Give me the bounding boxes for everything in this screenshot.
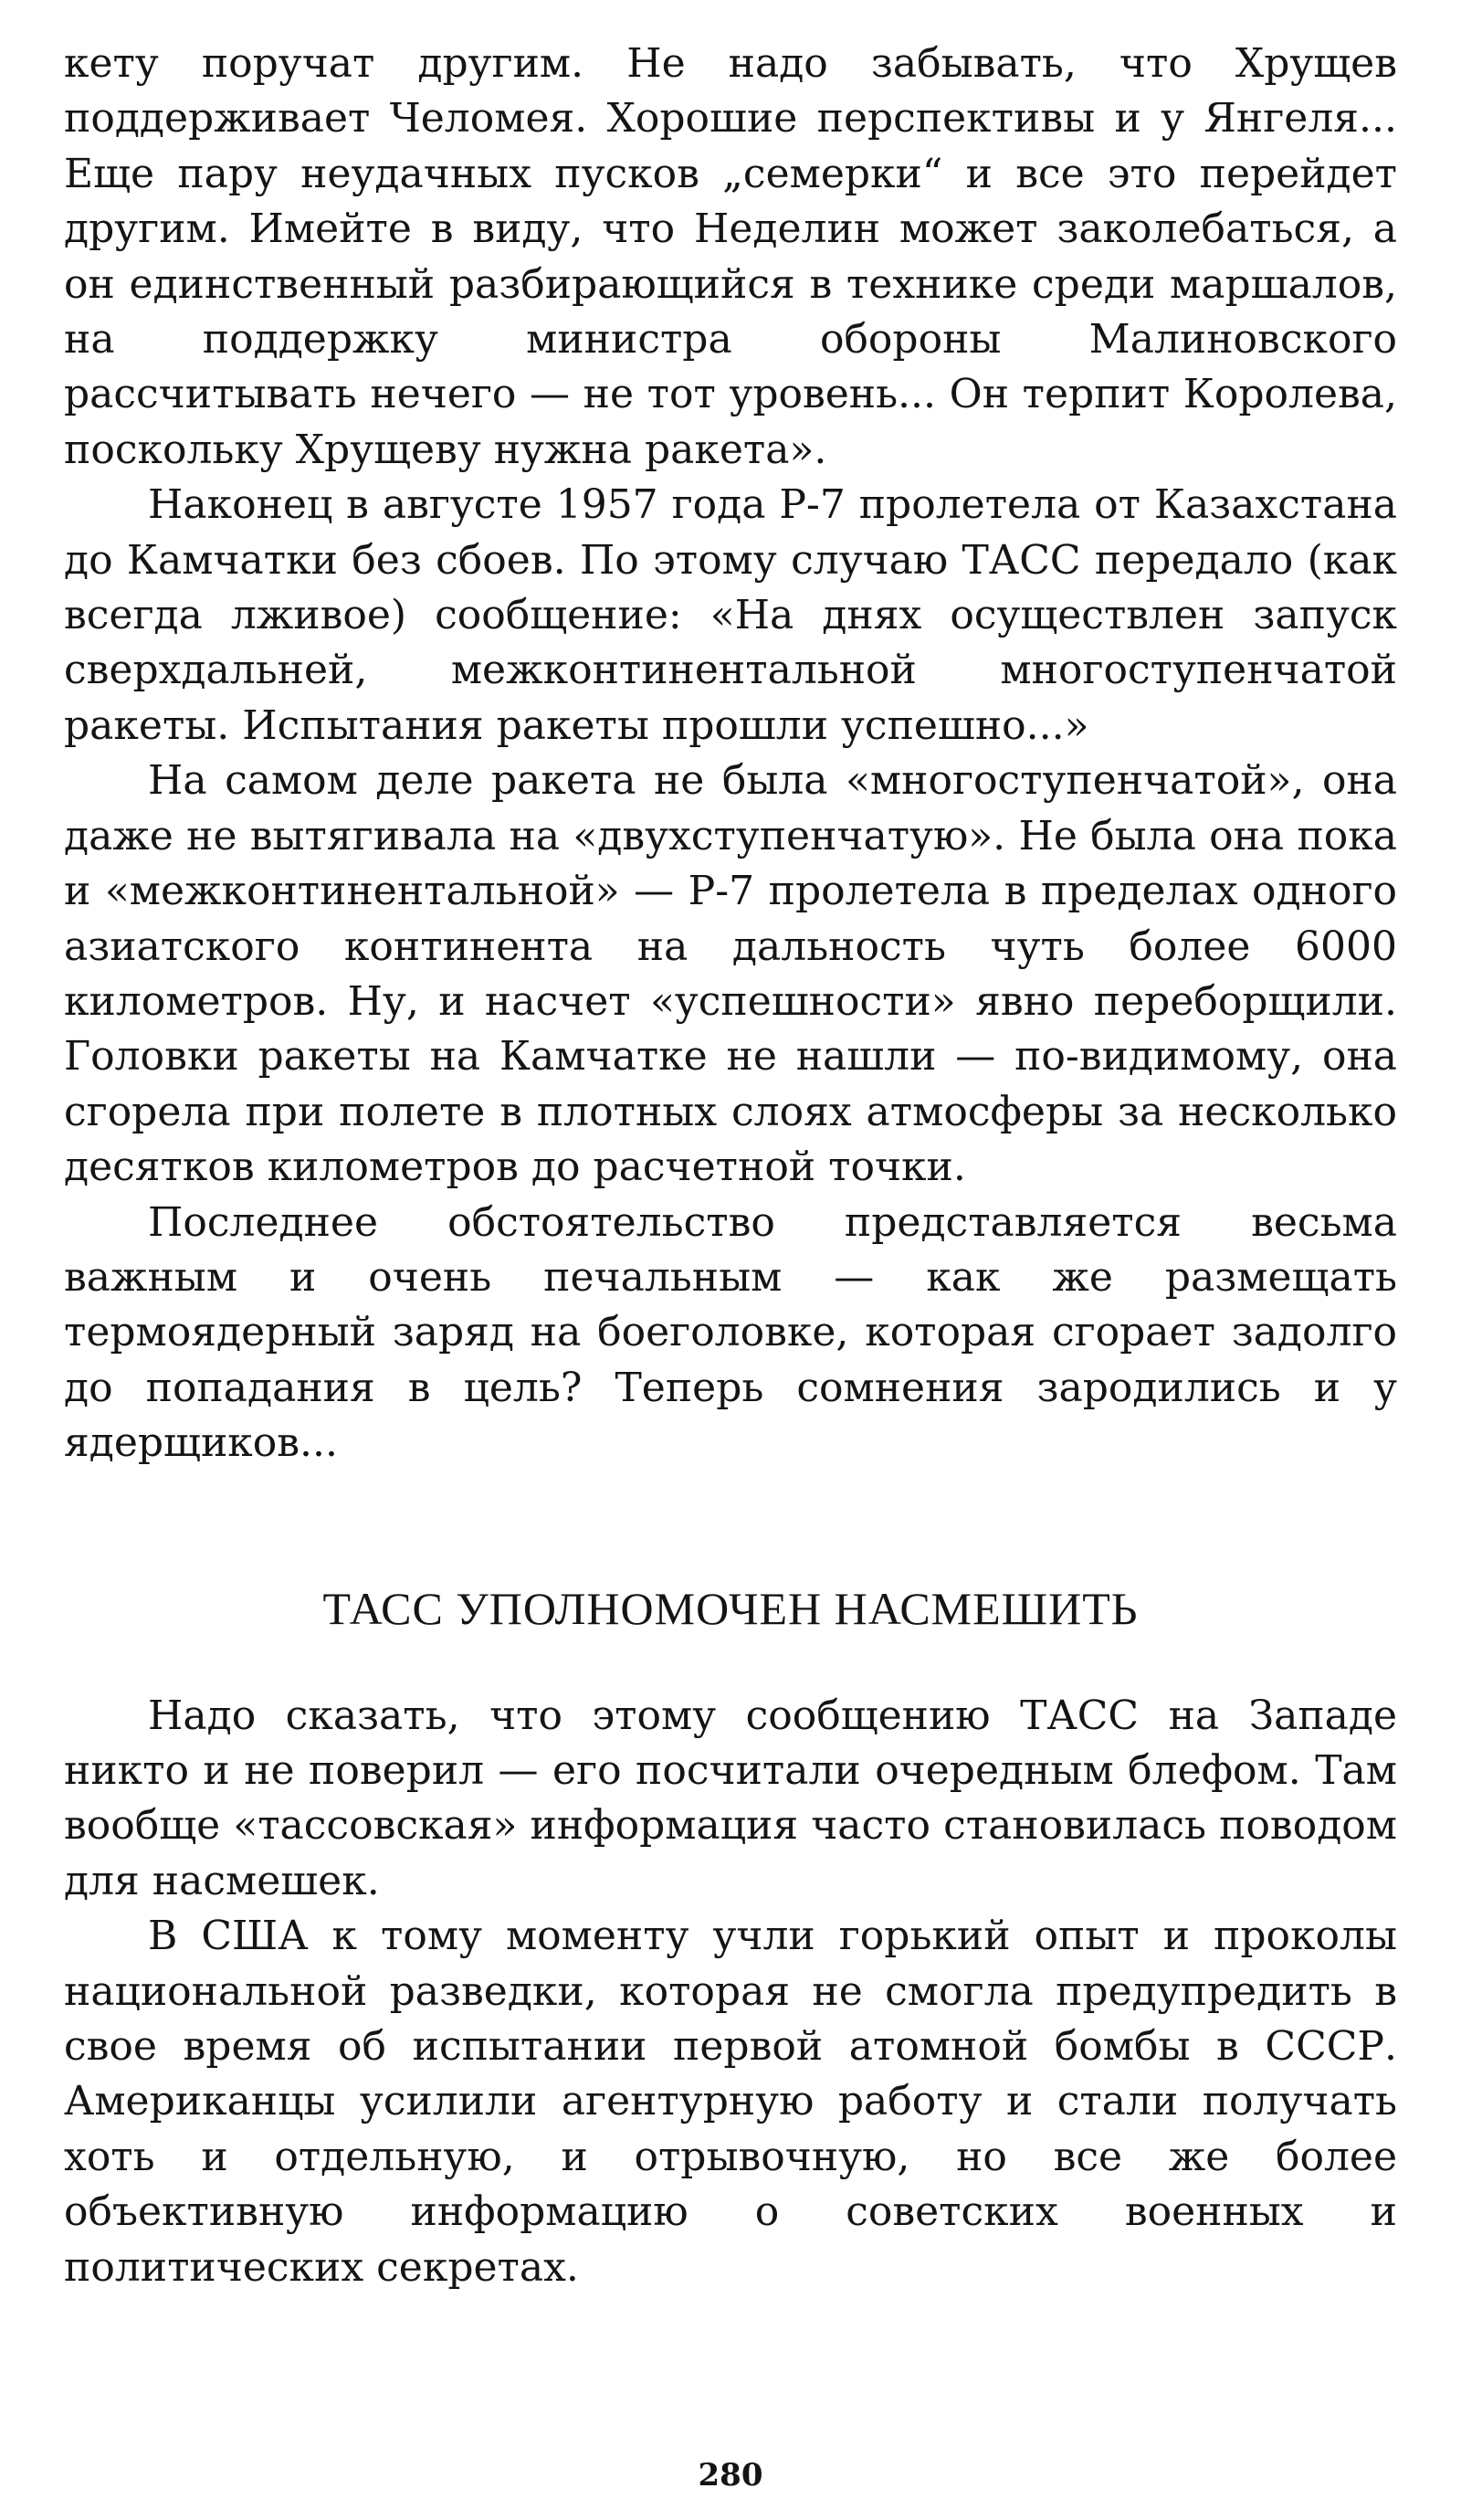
- paragraph: На самом деле ракета не была «многоступенчатой», она даже не вытягивала на «двухступенчатую». Не была она пока и «межконтинентальной» — Р-7 пролетела в пределах одного азиатского континента на дальность чуть более 6000 километров. Ну, и насчет «успешности» явно переборщили. Головки ракеты на Камчатке не нашли — по-видимому, она сгорела при полете в плотных слоях атмосферы за несколько десятков километров до расчетной точки.: [64, 757, 1397, 1191]
- paragraph: В США к тому моменту учли горький опыт и проколы национальной разведки, которая не смогла предупредить в свое время об испытании первой атомной бомбы в СССР. Американцы усилили агентурную работу и стали получать хоть и отдельную, и отрывочную, но все же более объективную информацию о советских военных и политических секретах.: [64, 1913, 1397, 2291]
- book-page: [64, 37, 1397, 2295]
- page-number: 280: [698, 2457, 763, 2494]
- paragraph: Последнее обстоятельство представляется весьма важным и очень печальным — как же размещать термоядерный заряд на боеголовке, которая сгорает задолго до попадания в цель? Теперь сомнения зародились и у ядерщиков...: [64, 1198, 1397, 1467]
- paragraph: Наконец в августе 1957 года Р-7 пролетела от Казахстана до Камчатки без сбоев. По этому случаю ТАСС передало (как всегда лживое) сообщение: «На днях осуществлен запуск сверхдальней, межконтинентальной многоступенчатой ракеты. Испытания ракеты прошли успешно...»: [64, 481, 1397, 749]
- section-tass: [64, 1689, 1397, 2295]
- paragraph-continuation: кету поручат другим. Не надо забывать, что Хрущев поддерживает Челомея. Хорошие перспективы и у Янгеля... Еще пару неудачных пусков „семерки“ и все это перейдет другим. Имейте в виду, что Неделин может заколебаться, а он единственный разбирающийся в технике среди маршалов, на поддержку министра обороны Малиновского рассчитывать нечего — не тот уровень... Он терпит Королева, поскольку Хрущеву нужна ракета».: [64, 40, 1397, 473]
- paragraph: Надо сказать, что этому сообщению ТАСС на Западе никто и не поверил — его посчитали очередным блефом. Там вообще «тассовская» информация часто становилась поводом для насмешек.: [64, 1692, 1397, 1904]
- section-heading: ТАСС УПОЛНОМОЧЕН НАСМЕШИТЬ: [322, 1582, 1139, 1634]
- section-continued-text: [64, 37, 1397, 1471]
